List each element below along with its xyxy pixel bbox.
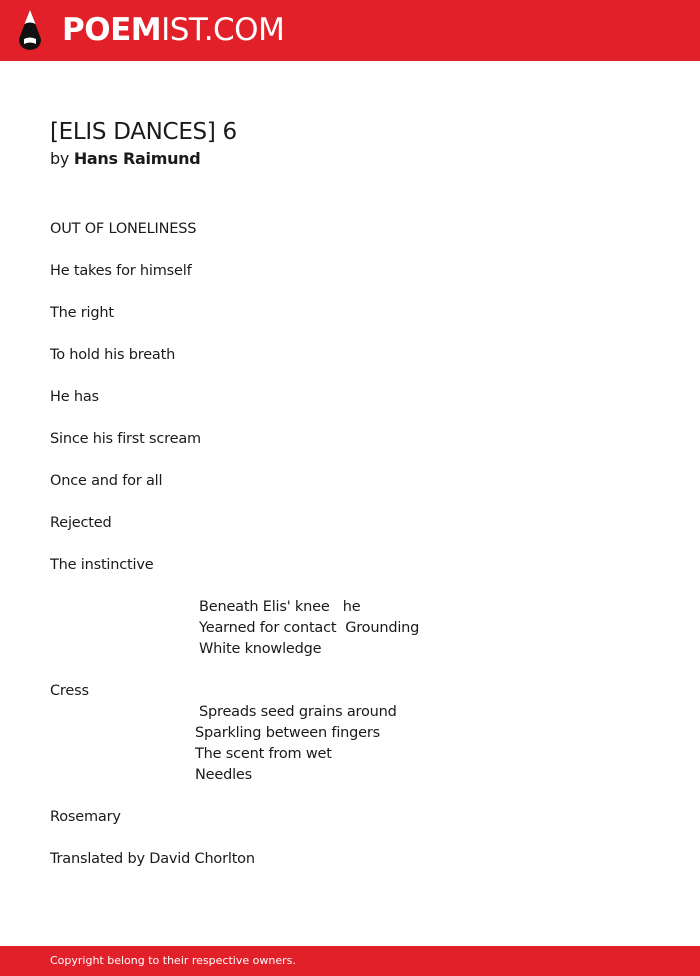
logo-text-bold: POEM xyxy=(62,12,162,48)
poem-line: Beneath Elis' knee he xyxy=(199,599,361,615)
poem-line: The instinctive xyxy=(50,557,154,573)
poem-line: OUT OF LONELINESS xyxy=(50,221,197,237)
poem-line: He has xyxy=(50,389,99,405)
logo-text-light: IST.COM xyxy=(161,12,285,48)
site-logo[interactable] xyxy=(62,10,284,50)
poem-line: The right xyxy=(50,305,114,321)
poem-line: Cress xyxy=(50,683,89,699)
translator-credit: Translated by David Chorlton xyxy=(50,851,255,867)
poem-line: Sparkling between fingers xyxy=(195,725,380,741)
poem-title: [ELIS DANCES] 6 xyxy=(50,119,237,145)
poem-line: He takes for himself xyxy=(50,263,192,279)
by-label: by xyxy=(50,149,70,168)
poem-line: Needles xyxy=(195,767,252,783)
site-footer xyxy=(0,946,700,976)
poem-line: The scent from wet xyxy=(195,746,332,762)
poem-line: Since his first scream xyxy=(50,431,201,447)
poem-line: White knowledge xyxy=(199,641,322,657)
site-header xyxy=(0,0,700,61)
poem-line: Yearned for contact Grounding xyxy=(199,620,420,636)
pencil-icon[interactable] xyxy=(17,9,43,51)
poem-line: Rosemary xyxy=(50,809,121,825)
copyright-text: Copyright belong to their respective owners. xyxy=(50,954,296,967)
poem-line: Rejected xyxy=(50,515,112,531)
poem-line: Once and for all xyxy=(50,473,163,489)
author-name: Hans Raimund xyxy=(73,149,201,168)
poem-line: To hold his breath xyxy=(50,347,176,363)
poem-line: Spreads seed grains around xyxy=(199,704,397,720)
poem-byline xyxy=(50,148,200,170)
